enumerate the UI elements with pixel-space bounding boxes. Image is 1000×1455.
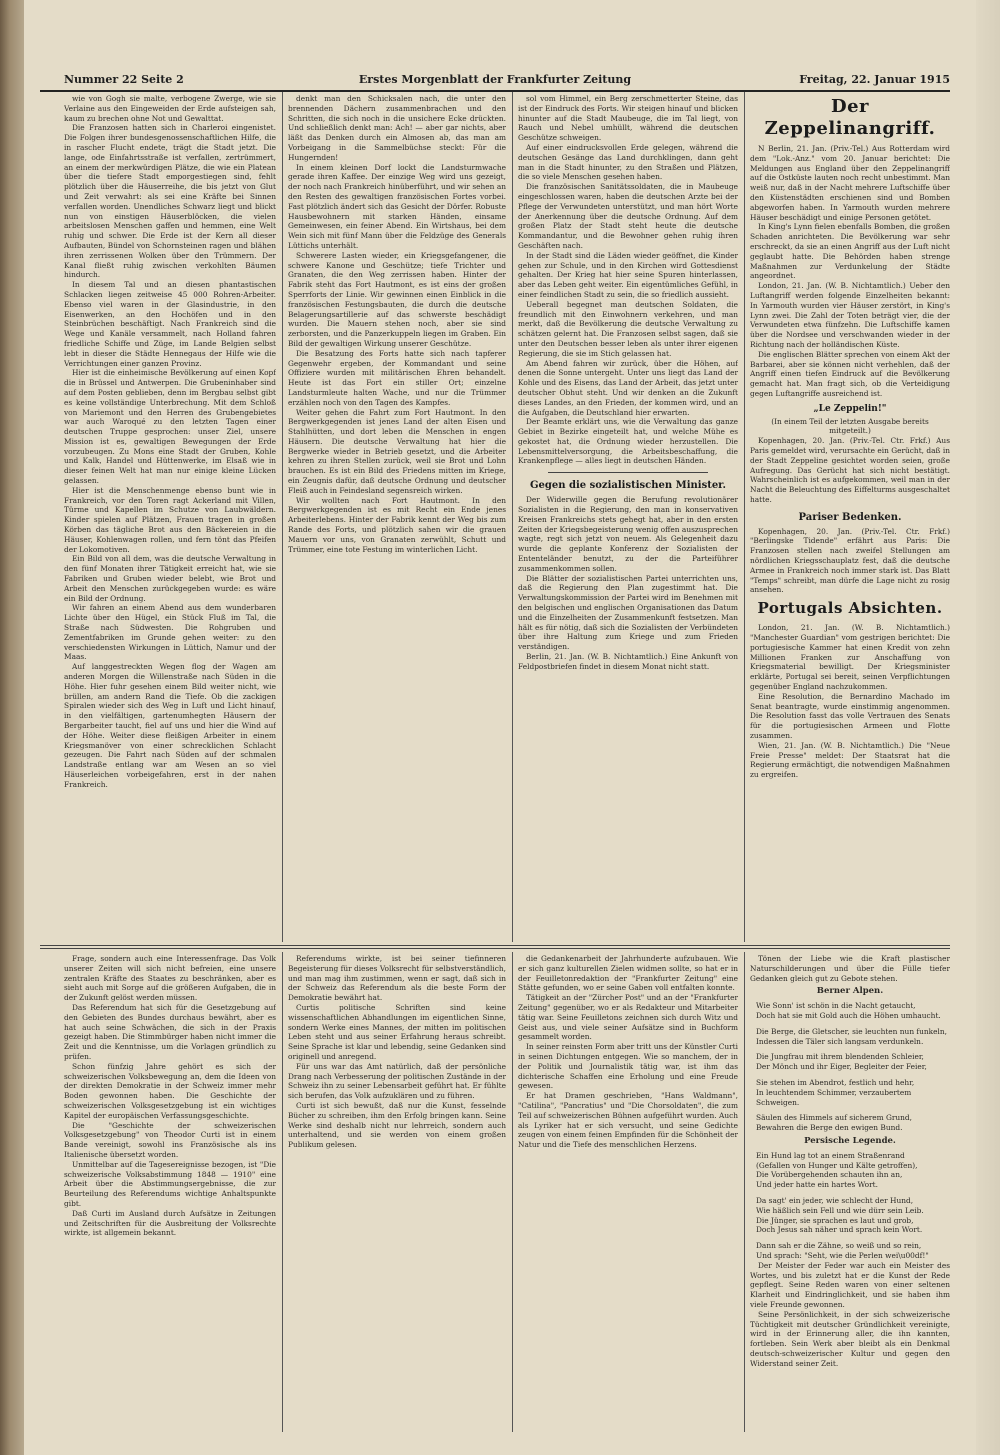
article-heading: Gegen die sozialistischen Minister.	[529, 480, 727, 492]
paragraph: London, 21. Jan. (W. B. Nichtamtlich.) "Manchester Guardian" vom gestrigen berichtet: Die portugiesische Kammer hat einen Kredit von zehn Millionen Franken zur Anschaffung von Kriegsmaterial bewilligt. Der Kriegsminister erklärte, Portugal sei bereit, seinen Verpflichtungen gegenüber England nachzukommen.	[750, 623, 950, 692]
article-heading: Der Zeppelinangriff.	[764, 96, 936, 139]
poem-line: Doch Jesus sah näher und sprach kein Wort.	[756, 1225, 923, 1235]
poem-line: Die Berge, die Gletscher, sie leuchten nun funkeln,	[756, 1026, 948, 1036]
feuilleton-rule	[40, 948, 950, 949]
sub-heading: Portugals Absichten.	[757, 599, 943, 618]
poem-line: Wie Sonn' ist schön in die Nacht getaucht,	[756, 1001, 916, 1011]
poem-line: Bewahren die Berge den ewigen Bund.	[756, 1123, 903, 1133]
next-page-edge	[976, 0, 1000, 1455]
paragraph: Hier ist die Menschenmenge ebenso bunt wie in Frankreich, vor den Toren ragt Ackerland mit Villen, Türme und Kapellen im Schutze von Laubwäldern. Kinder spielen auf Plätzen, Frauen tragen in großen Körben das tägliche Brot aus den Bäckereien in die Häuser, Kohlenwagen rollen, und fern tönt das Pfeifen der Lokomotiven.	[64, 485, 276, 554]
paragraph: In einem kleinen Dorf lockt die Landsturmwache gerade ihren Kaffee. Der einzige Weg wird uns gezeigt, der noch nach Frankreich hinüberführt, und wir sehen an den Resten des gewaltigen französischen Fortes vorbei. Fast plötzlich ändert sich das Gesicht der Dörfer. Robuste Hausbewohnern mit starken Händen, einsame Gemeinwesen, ein feiner Abend. Ein Wirtshaus, bei dem Wein sich mit fünf Mann über die Feldzüge des Generals Lüttichs unterhält.	[288, 162, 506, 250]
paragraph: Wir wollten nach Fort Hautmont. In den Bergwerkgegenden ist es mit Recht ein Ende jenes Arbeiterlebens. Hinter der Fabrik kennt der Weg bis zum Rande des Forts, und plötzlich sahen wir die grauen Mauern vor uns, von Granaten zerwühlt, Schutt und Trümmer, eine tote Festung im winterlichen Licht.	[288, 495, 506, 554]
poem-line: Dann sah er die Zähne, so weiß und so rein,	[756, 1241, 922, 1251]
paragraph: Kopenhagen, 20. Jan. (Priv.-Tel. Ctr. Frkf.) "Berlingske Tidende" erfährt aus Paris: Die Franzosen stellen nach zweifel Stellungen am nördlichen Kriegsschauplatz fest, daß die deutsche Armee in Frankreich noch immer stark ist. Das Blatt "Temps" schreibt, man dürfe die Lage nicht zu rosig ansehen.	[750, 526, 950, 595]
feuilleton-column-1	[64, 954, 276, 1432]
paragraph: Das Referendum hat sich für die Gesetzgebung auf den Gebieten des Bundes durchaus bewährt, aber es hat auch seine Schwächen, die sich in der Praxis gezeigt haben. Die Stimmbürger haben nicht immer die Zeit und die Kenntnisse, um die Vorlagen gründlich zu prüfen.	[64, 1002, 276, 1061]
paragraph: Auf einer eindrucksvollen Erde gelegen, während die deutschen Gesänge das Land durchklingen, dann geht man in die Stadt hinunter, zu den Straßen und Plätzen, die so viele Menschen gesehen haben.	[518, 142, 738, 182]
note: (In einem Teil der letzten Ausgabe bereits mitgeteilt.)	[771, 416, 929, 436]
paragraph: Kopenhagen, 20. Jan. (Priv.-Tel. Ctr. Frkf.) Aus Paris gemeldet wird, verursachte ein Gerücht, daß in der Stadt Zeppeline gesichtet worden seien, große Aufregung. Das Gerücht hat sich nicht bestätigt. Wahrscheinlich ist es aufgekommen, weil man in der Nacht die Beleuchtung des Eiffelturms ausgeschaltet hatte.	[750, 436, 950, 504]
article-column-4	[750, 94, 950, 940]
paragraph: In King's Lynn fielen ebenfalls Bomben, die großen Schaden anrichteten. Die Bevölkerung war sehr erschreckt, da sie an einen Angriff aus der Luft nicht geglaubt hatte. Die Behörden haben strenge Maßnahmen zur Verdunkelung der Städte angeordnet.	[750, 222, 950, 281]
poem-line: Die Jungfrau mit ihrem blendenden Schleier,	[756, 1052, 924, 1062]
paragraph: Weiter gehen die Fahrt zum Fort Hautmont. In den Bergwerkgegenden ist jenes Land der alten Eisen und Stahlhütten, und dort leben die Menschen in engen Häusern. Die deutsche Verwaltung hat hier die Bergwerke wieder in Betrieb gesetzt, und die Arbeiter kehren zu ihren Stellen zurück, weil sie Brot und Lohn brauchen. Es ist ein Bild des Friedens mitten im Kriege, ein Zeugnis dafür, daß deutsche Ordnung und deutscher Fleiß auch in Feindesland segensreich wirken.	[288, 407, 506, 495]
paragraph: In diesem Tal und an diesen phantastischen Schlacken liegen zeitweise 45 000 Rohren-Arbeiter. Ebenso viel waren in der Glasindustrie, in den Eisenwerken, an den Hochöfen und in den Steinbrüchen beschäftigt. Nach Frankreich sind die Wege und Kanäle versammelt, nach Holland fahren friedliche Schiffe und Züge, im Lande Belgien selbst lebt in dieser die Städte Hennegaus der Hilfe wie die Verrichtungen einer ganzen Provinz.	[64, 280, 276, 368]
paragraph: Die Franzosen hatten sich in Charleroi eingenistet. Die Folgen ihrer bundesgenossenschaftlichen Hilfe, die in rascher Flucht endete, trägt die Stadt jetzt. Die lange, ode Einfahrtsstraße ist verfallen, zertrümmert, an einem der merkwürdigen Plätze, die wie ein Platean über die tiefere Stadt emporgestiegen sind, fehlt plötzlich über die Häuserreihe, die bis jetzt von Glut und Zeit verwahrt: als sei eine Kräfte bei Sinnen verfallen worden. Unendliches Schwarz liegt und blickt nun von einstigen Häuserblöcken, die vielen arbeitslosen Menschen gaffen und hemmen, eine Welt ruhig und schwer. Die Erde ist der Kern all dieser Aufbauten, Bündel von Schornsteinen ragen und blähen ihren zerrissenen Wolken über den Trümmern. Der Kanal fließt ruhig zwischen verkohlten Bäumen hindurch.	[64, 123, 276, 280]
poem-line: Wie häßlich sein Fell und wie dürr sein Leib.	[756, 1205, 924, 1215]
poem-line: Der Mönch und ihr Eiger, Begleiter der Feier,	[756, 1062, 927, 1072]
poem-line: Da sagt' ein jeder, wie schlecht der Hund,	[756, 1195, 914, 1205]
feuilleton-column-2	[288, 954, 506, 1432]
paragraph: Er hat Dramen geschrieben, "Hans Waldmann", "Catilina", "Pancratius" und "Die Chorsoldaten", die zum Teil auf schweizerischen Bühnen aufgeführt wurden. Auch als Lyriker hat er sich versucht, und seine Gedichte zeugen von einem feinen Empfinden für die Schönheit der Natur und die Tiefe des menschlichen Herzens.	[518, 1091, 738, 1150]
poem-line: Und sprach: "Seht, wie die Perlen wei\u00df!"	[756, 1250, 929, 1260]
paragraph: Der Beamte erklärt uns, wie die Verwaltung das ganze Gebiet in Bezirke eingeteilt hat, und welche Mühe es gekostet hat, die Ordnung wieder herzustellen. Die Lebensmittelversorgung, die Arbeitsbeschaffung, die Krankenpflege — alles liegt in deutschen Händen.	[518, 417, 738, 466]
column-rule	[744, 952, 745, 1432]
poem-line: Die Vorübergehenden schauten ihn an,	[756, 1170, 903, 1180]
article-column-1	[64, 94, 276, 940]
paragraph: Die Besatzung des Forts hatte sich nach tapferer Gegenwehr ergeben, der Kommandant und seine Offiziere wurden mit militärischen Ehren behandelt. Heute ist das Fort ein stiller Ort; einzelne Landsturmleute halten Wache, und nur die Trümmer erzählen noch von den Tagen des Kampfes.	[288, 348, 506, 407]
column-rule	[282, 952, 283, 1432]
article-separator	[548, 472, 708, 473]
poem-line: Doch hat sie mit Gold auch die Höhen umhaucht.	[756, 1010, 941, 1020]
paragraph: Ueberall begegnet man deutschen Soldaten, die freundlich mit den Einwohnern verkehren, und man merkt, daß die Bevölkerung die deutsche Verwaltung zu schätzen gelernt hat. Die Franzosen selbst sagen, daß sie unter den Deutschen besser leben als unter ihrer eigenen Regierung, die sie im Stich gelassen hat.	[518, 299, 738, 358]
paragraph: In seiner reinsten Form aber tritt uns der Künstler Curti in seinen Dichtungen entgegen. Wie so manchem, der in der Politik und Journalistik tätig war, ist ihm das dichterische Schaffen eine Erholung und eine Freude gewesen.	[518, 1042, 738, 1091]
poem-line: Ein Hund lag tot an einem Straßenrand	[756, 1150, 905, 1160]
article-column-3	[518, 94, 738, 940]
paragraph: Der Meister der Feder war auch ein Meister des Wortes, und bis zuletzt hat er die Kunst der Rede gepflegt. Seine Reden waren von einer seltenen Klarheit und Eindringlichkeit, und sie haben ihm viele Freunde gewonnen.	[750, 1260, 950, 1309]
paragraph: Hier ist die einheimische Bevölkerung auf einen Kopf die in Brüssel und Antwerpen. Die Grubeninhaber sind auf dem Posten geblieben, denn im Bergbau selbst gibt es keine vollständige Unterbrechung. Mit dem Schloß von Mariemont und den Herren des Grubengebietes war auch Waroqué zu den letzten Tagen einer deutschen Truppe gesprochen: unser Ziel, unsere Mission ist es, gewaltigen Bewegungen der Erde vorzubeugen. Zu Mons eine Stadt der Gruben, Kohle und Kalk, Handel und Hüttenwerke, im Elsaß wie in dieser feinen Welt hat man nur einige kleine Lücken gelassen.	[64, 368, 276, 486]
paragraph: Der Widerwille gegen die Berufung revolutionärer Sozialisten in die Regierung, den man in konservativen Kreisen Frankreichs stets gehegt hat, aber in den ersten Zeiten der Kriegsbegeisterung wenig offen auszusprechen wagte, regt sich jetzt von neuem. Als Gelegenheit dazu wurde die geplante Konferenz der Sozialisten der Ententeländer benutzt, zu der die Parteiführer zusammenkommen sollen.	[518, 495, 738, 573]
paragraph: Ein Bild von all dem, was die deutsche Verwaltung in den fünf Monaten ihrer Tätigkeit erreicht hat, wie sie Fabriken und Gruben wieder belebt, wie Brot und Arbeit den Menschen zurückgegeben wurde: es wäre ein Bild der Ordnung.	[64, 554, 276, 603]
poem-line: Säulen des Himmels auf sicherem Grund,	[756, 1113, 913, 1123]
paragraph: Curtis politische Schriften sind keine wissenschaftlichen Abhandlungen im eigentlichen Sinne, sondern Werke eines Mannes, der mitten im politischen Leben steht und aus seiner Erfahrung heraus schreibt. Seine Sprache ist klar und lebendig, seine Gedanken sind originell und anregend.	[288, 1002, 506, 1061]
issue-date: Freitag, 22. Januar 1915	[799, 73, 950, 86]
poem-line: Sie stehen im Abendrot, festlich und hehr,	[756, 1077, 915, 1087]
feuilleton-rule	[40, 945, 950, 946]
poem-title: Persische Legende.	[804, 1135, 896, 1146]
paragraph: wie von Gogh sie malte, verbogene Zwerge, wie sie Verlaine aus den Eingeweiden der Erde aufsteigen sah, kaum zu brechen ohne Not und Gewalttat.	[64, 94, 276, 123]
paragraph: Die englischen Blätter sprechen von einem Akt der Barbarei, aber sie können nicht verhehlen, daß der Angriff einen tiefen Eindruck auf die Bevölkerung gemacht hat. Man fragt sich, ob die Verteidigung gegen Luftangriffe ausreichend ist.	[750, 349, 950, 398]
book-binding	[0, 0, 24, 1455]
paragraph: Wien, 21. Jan. (W. B. Nichtamtlich.) Die "Neue Freie Presse" meldet: Der Staatsrat hat die Regierung ermächtigt, die notwendigen Maßnahmen zu ergreifen.	[750, 740, 950, 780]
paragraph: Die Blätter der sozialistischen Partei unterrichten uns, daß die Regierung den Plan zugestimmt hat. Die Verwaltungskommission der Partei wird im Benehmen mit den belgischen und englischen Organisationen das Datum und die Einzelheiten der Zusammenkunft festsetzen. Man hält es für nötig, daß sich die Sozialisten der Verbündeten über ihre Haltung zum Kriege und zum Frieden verständigen.	[518, 573, 738, 652]
paragraph: Für uns war das Amt natürlich, daß der persönliche Drang nach Verbesserung der politischen Zustände in der Schweiz ihn zu seiner Lebensarbeit geführt hat. Er fühlte sich berufen, das Volk aufzuklären und zu führen.	[288, 1061, 506, 1101]
paragraph: Die französischen Sanitätssoldaten, die in Maubeuge eingeschlossen waren, haben die deutschen Arzte bei der Pflege der Verwundeten unterstützt, und man hört Worte der Anerkennung über die deutsche Ordnung. Auf dem großen Platz der Stadt steht heute die deutsche Kommandantur, und die Bewohner gehen ruhig ihren Geschäften nach.	[518, 182, 738, 250]
article-column-2	[288, 94, 506, 940]
poem-line: Indessen die Täler sich langsam verdunkeln.	[756, 1036, 924, 1046]
column-rule	[744, 92, 745, 942]
paragraph: die Gedankenarbeit der Jahrhunderte aufzubauen. Wie er sich ganz kulturellen Zielen widmen sollte, so hat er in der Feuilletonredaktion der "Frankfurter Zeitung" eine Stätte gefunden, wo er seine Gaben voll entfalten konnte.	[518, 954, 738, 993]
paragraph: Berlin, 21. Jan. (W. B. Nichtamtlich.) Eine Ankunft von Feldpostbriefen findet in diesem Monat nicht statt.	[518, 652, 738, 671]
paragraph: Tönen der Liebe wie die Kraft plastischer Naturschilderungen und über die Fülle tiefer Gedanken gleich gut zu Gebote stehen.	[750, 954, 950, 983]
poem-title: Berner Alpen.	[816, 986, 884, 997]
paragraph: Referendums wirkte, ist bei seiner tiefinneren Begeisterung für dieses Volksrecht für selbstverständlich, und man mag ihm zustimmen, wenn er sagt, daß sich in der Schweiz das Referendum als die beste Form der Demokratie bewährt hat.	[288, 954, 506, 1003]
poem-line: In leuchtendem Schimmer, verzaubertem Schweigen.	[756, 1087, 912, 1107]
column-rule	[512, 92, 513, 942]
paragraph: Schon fünfzig Jahre gehört es sich der schweizerischen Volksbewegung an, dem die Ideen von der direkten Demokratie in der Schweiz immer mehr Boden gewonnen haben. Die Geschichte der schweizerischen Volksgesetzgebung ist ein wichtiges Kapitel der europäischen Verfassungsgeschichte.	[64, 1061, 276, 1120]
paragraph: Tätigkeit an der "Zürcher Post" und an der "Frankfurter Zeitung" gegenüber, wo er als Redakteur und Mitarbeiter tätig war. Seine Feuilletons zeichnen sich durch Witz und Geist aus, und viele seiner Aufsätze sind in Buchform gesammelt worden.	[518, 993, 738, 1042]
paragraph: Eine Resolution, die Bernardino Machado im Senat beantragte, wurde einstimmig angenommen. Die Resolution fasst das volle Vertrauen des Senats für die portugiesischen Armeen und Flotte zusammen.	[750, 691, 950, 741]
feuilleton-column-4	[750, 954, 950, 1432]
poem	[750, 1151, 950, 1261]
poem	[750, 1001, 950, 1133]
newspaper-title: Erstes Morgenblatt der Frankfurter Zeitung	[358, 73, 632, 86]
paragraph: N Berlin, 21. Jan. (Priv.-Tel.) Aus Rotterdam wird dem "Lok.-Anz." vom 20. Januar berichtet: Die Meldungen aus England über den Zeppelinangriff auf die Ostküste lauten noch recht unbestimmt. Man weiß nur, daß in der Nacht mehrere Luftschiffe über den Küstenstädten erschienen sind und Bomben abgeworfen haben. In Yarmouth wurden mehrere Häuser beschädigt und einige Personen getötet.	[750, 144, 950, 222]
column-rule	[512, 952, 513, 1432]
poem-line: Die Jünger, sie sprachen es laut und grob,	[756, 1215, 914, 1225]
feuilleton-column-3	[518, 954, 738, 1432]
paragraph: Curti ist sich bewußt, daß nur die Kunst, fesselnde Bücher zu schreiben, ihm den Erfolg bringen kann. Seine Werke sind deshalb nicht nur lehrreich, sondern auch unterhaltend, und sie werden von einem großen Publikum gelesen.	[288, 1100, 506, 1150]
column-rule	[282, 92, 283, 942]
paragraph: In der Stadt sind die Läden wieder geöffnet, die Kinder gehen zur Schule, und in den Kirchen wird Gottesdienst gehalten. Der Krieg hat hier seine Spuren hinterlassen, aber das Leben geht weiter. Ein eigentümliches Gefühl, in einer feindlichen Stadt zu sein, die so friedlich aussieht.	[518, 250, 738, 299]
poem-line: Und jeder hatte ein hartes Wort.	[756, 1180, 878, 1190]
paragraph: London, 21. Jan. (W. B. Nichtamtlich.) Ueber den Luftangriff werden folgende Einzelheiten bekannt: In Yarmouth wurden vier Häuser zerstört, in King's Lynn zwei. Die Zahl der Toten beträgt vier, die der Verwundeten etwa fünfzehn. Die Luftschiffe kamen über die Nordsee und verschwanden wieder in der Richtung nach der holländischen Küste.	[750, 281, 950, 349]
paragraph: Die "Geschichte der schweizerischen Volksgesetzgebung" von Theodor Curti ist in einem Bande vereinigt, sowohl ins Französische als ins Italienische übersetzt worden.	[64, 1120, 276, 1159]
paragraph: Auf langgestreckten Wegen flog der Wagen am anderen Morgen die Willenstraße nach Süden in die Höhe. Hier fuhr gesehen einem Bild weiter nicht, wie brüllen, am andern Rand die Tiefe. Ob die zackigen Spiralen wieder sich des Weg in Luft und Licht hinauf, in den vielfältigen, gartenumhegten Häusern der Bergarbeiter taucht, fiel auf uns und hier die Wind auf der Höhe. Weiter diese fleißigen Arbeiter in einem Kriegsmanöver von einer schrecklichen Schlacht gezeugen. Die Fahrt nach Süden auf der schmalen Landstraße entlang war am Wesen an so viel Häuserleichen vorbeigefahren, erst in der nahen Frankreich.	[64, 662, 276, 789]
sub-heading: „Le Zeppelin!"	[813, 403, 887, 414]
sub-heading: Pariser Bedenken.	[798, 511, 902, 523]
paragraph: Daß Curti im Ausland durch Aufsätze in Zeitungen und Zeitschriften für die Ausbreitung der Volksrechte wirkte, ist allgemein bekannt.	[64, 1208, 276, 1238]
paragraph: Seine Persönlichkeit, in der sich schweizerische Tüchtigkeit mit deutscher Gründlichkeit vereinigte, wird in der Erinnerung aller, die ihn kannten, fortleben. Sein Werk aber bleibt als ein Denkmal deutsch-schweizerischer Kultur und gegen den Widerstand seiner Zeit.	[750, 1309, 950, 1368]
paragraph: Frage, sondern auch eine Interessenfrage. Das Volk unserer Zeiten will sich nicht befreien, eine unsere zentralen Kräfte des Staates zu beschränken, aber es sieht auch mit Sorge auf die größeren Aufgaben, die in der Zukunft gelöst werden müssen.	[64, 954, 276, 1003]
paragraph: Schwerere Lasten wieder, ein Kriegsgefangener, die schwere Kanone und Geschütze; tiefe Trichter und Granaten, die den Weg zerrissen haben. Hinter der Fabrik steht das Fort Hautmont, es ist eins der großen Sperrforts der Linie. Wir gewinnen einen Einblick in die französischen Festungsbauten, die durch die deutsche Belagerungsartillerie auf das schwerste beschädigt wurden. Die Mauern stehen noch, aber sie sind zerborsten, und die Panzerkuppeln liegen im Graben. Ein Bild der gewaltigen Wirkung unserer Geschütze.	[288, 250, 506, 348]
paragraph: Am Abend fahren wir zurück, über die Höhen, auf denen die Sonne untergeht. Unter uns liegt das Land der Kohle und des Eisens, das Land der Arbeit, das jetzt unter deutscher Obhut steht. Und wir denken an die Zukunft dieses Landes, an den Frieden, der kommen wird, und an die Aufgaben, die Deutschland hier erwarten.	[518, 358, 738, 417]
poem-line: (Gefallen von Hunger und Kälte getroffen),	[756, 1160, 918, 1170]
page-number: Nummer 22 Seite 2	[64, 73, 184, 86]
paragraph: denkt man den Schicksalen nach, die unter den brennenden Dächern zusammenbrachen und den Schritten, die sich noch in die unsichere Ecke drückten. Und schließlich denkt man: Ach! — aber gar nichts, aber läßt das Denken durch ein Almosen ab, das man am Vorbeigang in die Sammelbüchse steckt: Für die Hungernden!	[288, 94, 506, 162]
paragraph: Unmittelbar auf die Tagesereignisse bezogen, ist "Die schweizerische Volksabstimmung 1848 — 1910" eine Arbeit über die Abstimmungsergebnisse, die zur Beurteilung des Referendums wichtige Anhaltspunkte gibt.	[64, 1159, 276, 1208]
paragraph: sol vom Himmel, ein Berg zerschmetterter Steine, das ist der Eindruck des Forts. Wir steigen hinauf und blicken hinunter auf die Stadt Maubeuge, die im Tal liegt, von Rauch und Nebel umhüllt, während die deutschen Geschütze schweigen.	[518, 94, 738, 143]
page-header	[40, 72, 950, 92]
paragraph: Wir fahren an einem Abend aus dem wunderbaren Lichte über den Hügel, ein Stück Fluß im Tal, die Straße nach Südwesten. Die Rohgruben und Zementfabriken im Grunde gehen weiter: zu den verschiedensten Wirkungen in Lüttich, Namur und der Maas.	[64, 603, 276, 662]
